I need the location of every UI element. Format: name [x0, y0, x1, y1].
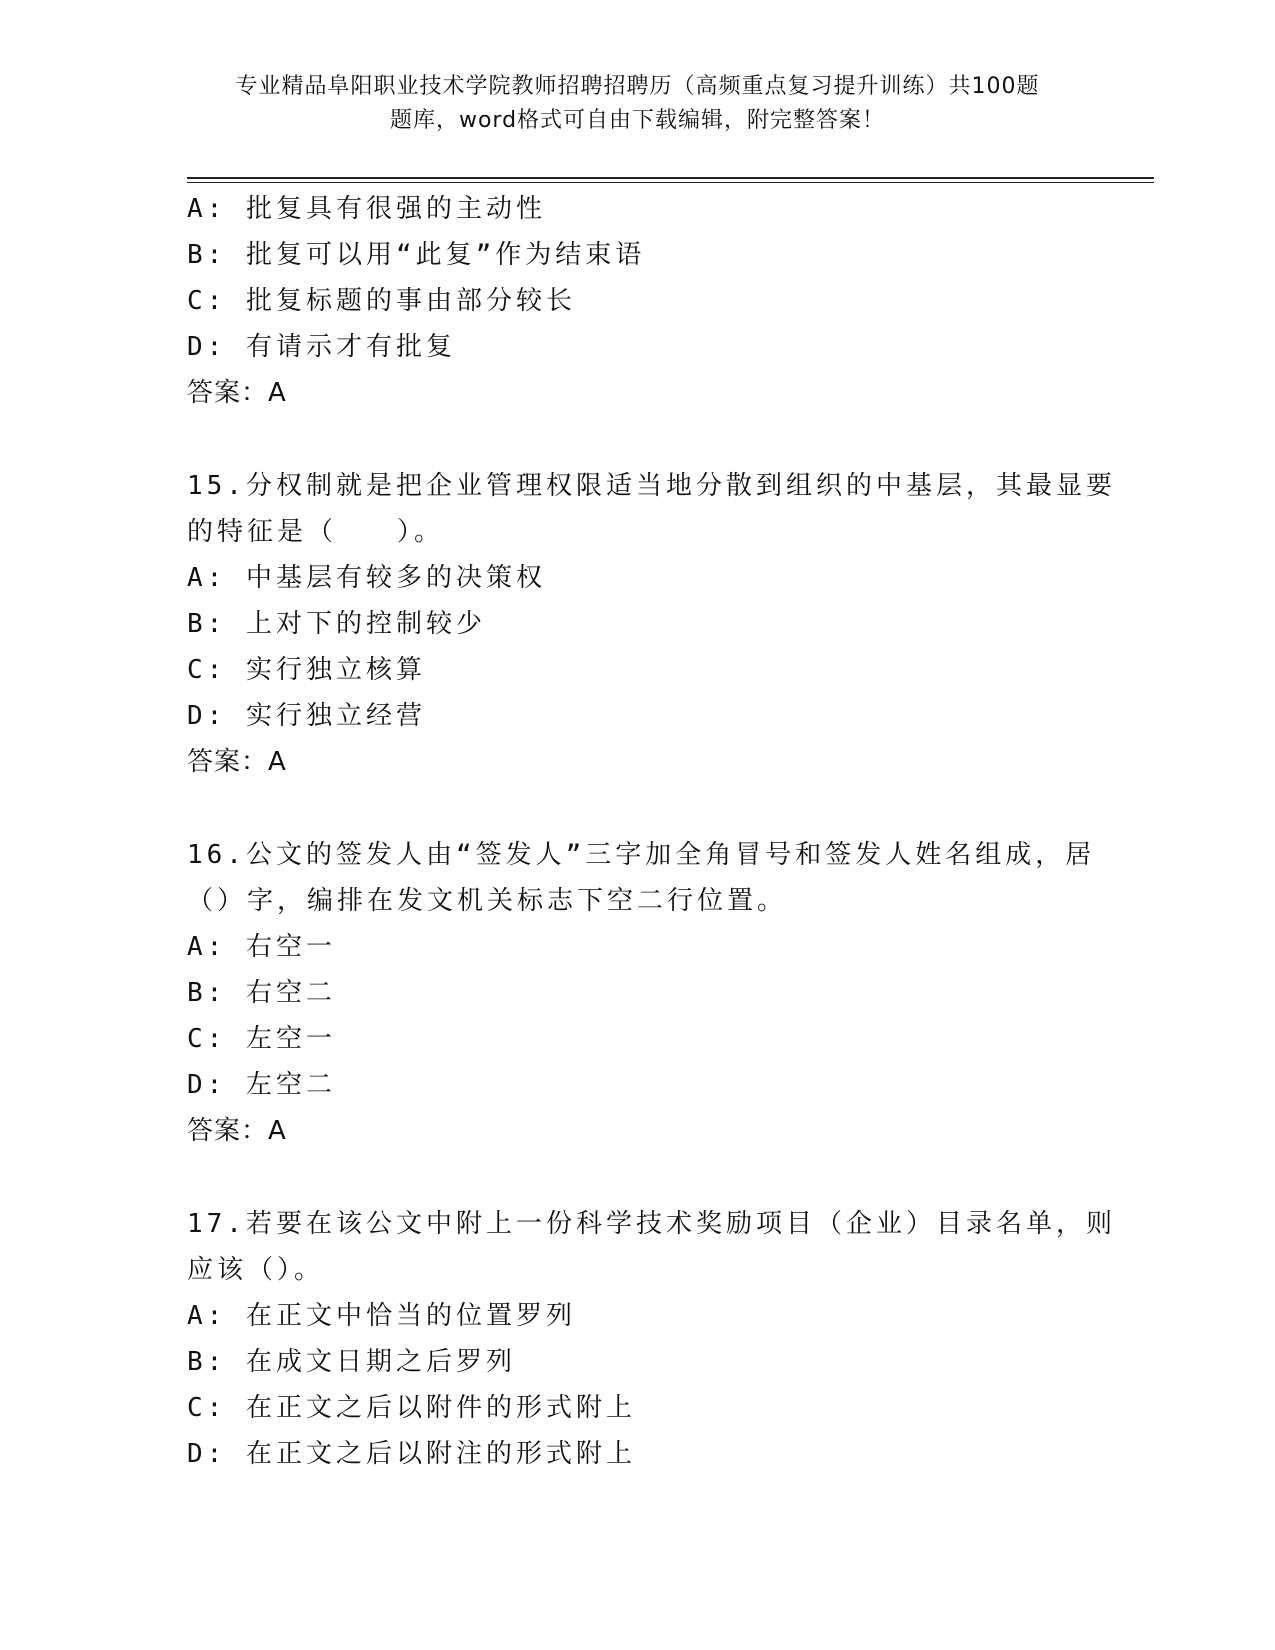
option-b: B: 上对下的控制较少: [187, 609, 486, 639]
answer: 答案：A: [187, 1116, 287, 1146]
option-d: D: 实行独立经营: [187, 701, 426, 731]
question-16: [187, 832, 1096, 1154]
question-text-line-2: （）字，编排在发文机关标志下空二行位置。: [187, 886, 788, 916]
question-text-line-1: 16.公文的签发人由“签发人”三字加全角冒号和签发人姓名组成，居: [187, 840, 1096, 870]
question-15: [187, 463, 1116, 785]
question-17: [187, 1201, 1116, 1477]
question-text-line-1: 15.分权制就是把企业管理权限适当地分散到组织的中基层，其最显要: [187, 471, 1116, 501]
option-c: C: 在正文之后以附件的形式附上: [187, 1393, 636, 1423]
option-d: D: 左空二: [187, 1070, 336, 1100]
option-a: A: 中基层有较多的决策权: [187, 563, 546, 593]
question-text-line-2: 的特征是（ ）。: [187, 517, 445, 547]
answer: 答案：A: [187, 378, 287, 408]
option-d: D: 在正文之后以附注的形式附上: [187, 1439, 636, 1469]
option-c: C: 实行独立核算: [187, 655, 426, 685]
option-a: A: 在正文中恰当的位置罗列: [187, 1301, 576, 1331]
option-a: A: 右空一: [187, 932, 336, 962]
option-b: B: 批复可以用“此复”作为结束语: [187, 240, 646, 270]
document-header: [0, 70, 1275, 138]
option-d: D: 有请示才有批复: [187, 332, 456, 362]
option-b: B: 在成文日期之后罗列: [187, 1347, 516, 1377]
option-c: C: 批复标题的事由部分较长: [187, 286, 576, 316]
option-c: C: 左空一: [187, 1024, 336, 1054]
question-text-line-1: 17.若要在该公文中附上一份科学技术奖励项目（企业）目录名单，则: [187, 1209, 1116, 1239]
header-rule-thin: [187, 182, 1154, 183]
answer: 答案：A: [187, 747, 287, 777]
option-b: B: 右空二: [187, 978, 336, 1008]
document-body: [187, 186, 1116, 1477]
option-a: A: 批复具有很强的主动性: [187, 194, 546, 224]
question-text-line-2: 应该（）。: [187, 1255, 325, 1285]
header-line-1: 专业精品阜阳职业技术学院教师招聘招聘历（高频重点复习提升训练）共100题: [235, 74, 1040, 99]
header-rule-thick: [187, 177, 1154, 179]
header-line-2: 题库，word格式可自由下载编辑，附完整答案！: [389, 108, 886, 133]
question-14-tail: [187, 186, 1087, 416]
